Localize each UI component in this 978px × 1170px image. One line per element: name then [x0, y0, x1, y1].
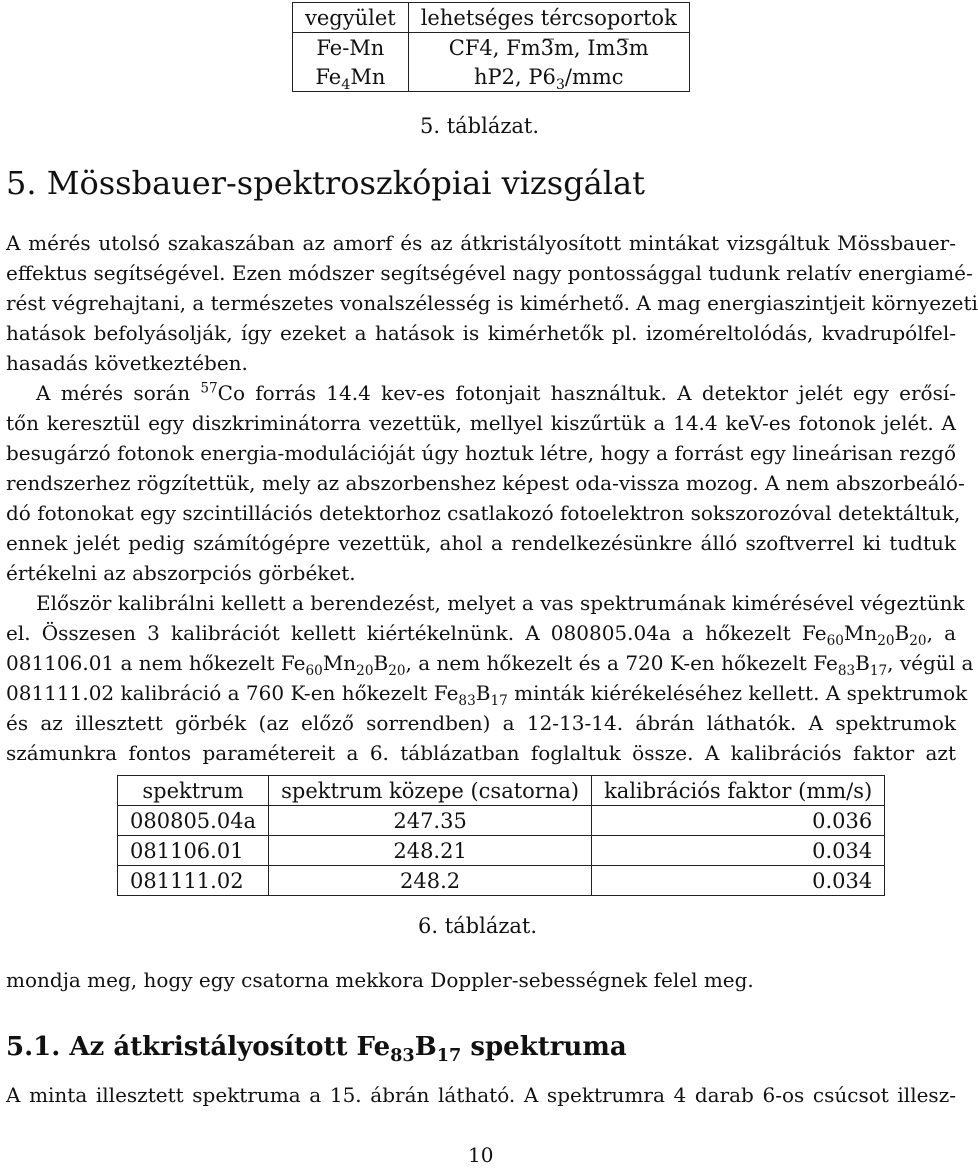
table-6	[117, 775, 885, 896]
table-cell: 248.21	[269, 836, 592, 866]
table-header: lehetséges tércsoportok	[408, 3, 689, 33]
text-line: rést végrehajtani, a természetes vonalszélesség is kimérhető. A mag energiaszintjeit környezeti	[6, 291, 978, 315]
table-cell: 080805.04a	[118, 806, 269, 836]
text-line: Először kalibrálni kellett a berendezést, melyet a vas spektrumának kimérésével végeztünk	[36, 591, 965, 615]
text-line: hatások befolyásolják, így ezeket a hatások is kimérhetők pl. izoméreltolódás, kvadrupólfel-	[6, 321, 956, 345]
text-line: tőn keresztül egy diszkriminátorra vezettük, mellyel kiszűrtük a 14.4 keV-es fotonok jelét. A	[6, 411, 956, 435]
table-row	[293, 3, 690, 33]
table-header: vegyület	[293, 3, 409, 33]
table-row	[118, 776, 885, 806]
table-row	[293, 62, 690, 92]
table-cell: 0.034	[592, 866, 885, 896]
text-line: 081106.01 a nem hőkezelt $Fe_{60}Mn_{20}B_{20}$, a nem hőkezelt és a 720 K-en hőkezelt $Fe_{83}B_{17}$, végül a	[6, 651, 974, 679]
text-line: el. Összesen 3 kalibrációt kellett kiértékelnünk. A 080805.04a a hőkezelt $Fe_{60}Mn_{20}B_{20}$, a	[6, 621, 956, 649]
text-line: dó fotonokat egy szcintillációs detektorhoz csatlakozó fotoelektron sokszorozóval detektáltuk,	[6, 501, 961, 525]
table-cell: hP2, $P6_3$/mmc	[408, 62, 689, 92]
text-line: A mérés utolsó szakaszában az amorf és az átkristályosított mintákat vizsgáltuk Mössbauer-	[6, 231, 956, 255]
table-cell: 081106.01	[118, 836, 269, 866]
table-cell: 081111.02	[118, 866, 269, 896]
table-cell: $Fe_4Mn$	[293, 62, 409, 92]
table-row	[118, 866, 885, 896]
table-row	[118, 806, 885, 836]
text-line: 081111.02 kalibráció a 760 K-en hőkezelt $Fe_{83}B_{17}$ minták kiérékeléséhez kellett. A spektrumok	[6, 681, 968, 709]
table-5	[292, 2, 690, 92]
text-line: értékelni az abszorpciós görbéket.	[6, 561, 356, 585]
table-5-caption: 5. táblázat.	[420, 114, 540, 138]
table-cell: 248.2	[269, 866, 592, 896]
table-header: spektrum	[118, 776, 269, 806]
table-cell: 0.034	[592, 836, 885, 866]
table-cell: CF4, Fm3̅m, Im3̅m	[408, 33, 689, 63]
text-line: rendszerhez rögzítettük, mely az abszorbenshez képest oda-vissza mozog. A nem abszorbeáló-	[6, 471, 965, 495]
table-cell: 247.35	[269, 806, 592, 836]
table-header: kalibrációs faktor (mm/s)	[592, 776, 885, 806]
subsection-title: 5.1. Az átkristályosított $Fe_{83}B_{17}$ spektruma	[6, 1032, 627, 1067]
text-line: számunkra fontos paramétereit a 6. táblázatban foglaltuk össze. A kalibrációs faktor azt	[6, 741, 956, 765]
table-cell: Fe-Mn	[293, 33, 409, 63]
text-line: A mérés során $^{57}$Co forrás 14.4 kev-es fotonjait használtuk. A detektor jelét egy erősí-	[36, 380, 956, 405]
text-line: mondja meg, hogy egy csatorna mekkora Doppler-sebességnek felel meg.	[6, 968, 754, 992]
text-line: és az illesztett görbék (az előző sorrendben) a 12-13-14. ábrán láthatók. A spektrumok	[6, 711, 956, 735]
table-row	[293, 33, 690, 63]
text-line: hasadás következtében.	[6, 351, 248, 375]
text-line: effektus segítségével. Ezen módszer segítségével nagy pontossággal tudunk relatív energiamé-	[6, 261, 973, 285]
table-row	[118, 836, 885, 866]
page-number: 10	[468, 1143, 494, 1167]
text-line: ennek jelét pedig számítógépre vezettük, ahol a rendelkezésünkre álló szoftverrel ki tudtuk	[6, 531, 956, 555]
text-line: A minta illesztett spektruma a 15. ábrán látható. A spektrumra 4 darab 6-os csúcsot illesz-	[6, 1083, 956, 1107]
table-6-caption: 6. táblázat.	[418, 914, 538, 938]
text-line: besugárzó fotonok energia-modulációját úgy hoztuk létre, hogy a forrást egy lineárisan rezgő	[6, 441, 956, 465]
table-cell: 0.036	[592, 806, 885, 836]
section-title: 5. Mössbauer-spektroszkópiai vizsgálat	[6, 164, 645, 202]
table-header: spektrum közepe (csatorna)	[269, 776, 592, 806]
